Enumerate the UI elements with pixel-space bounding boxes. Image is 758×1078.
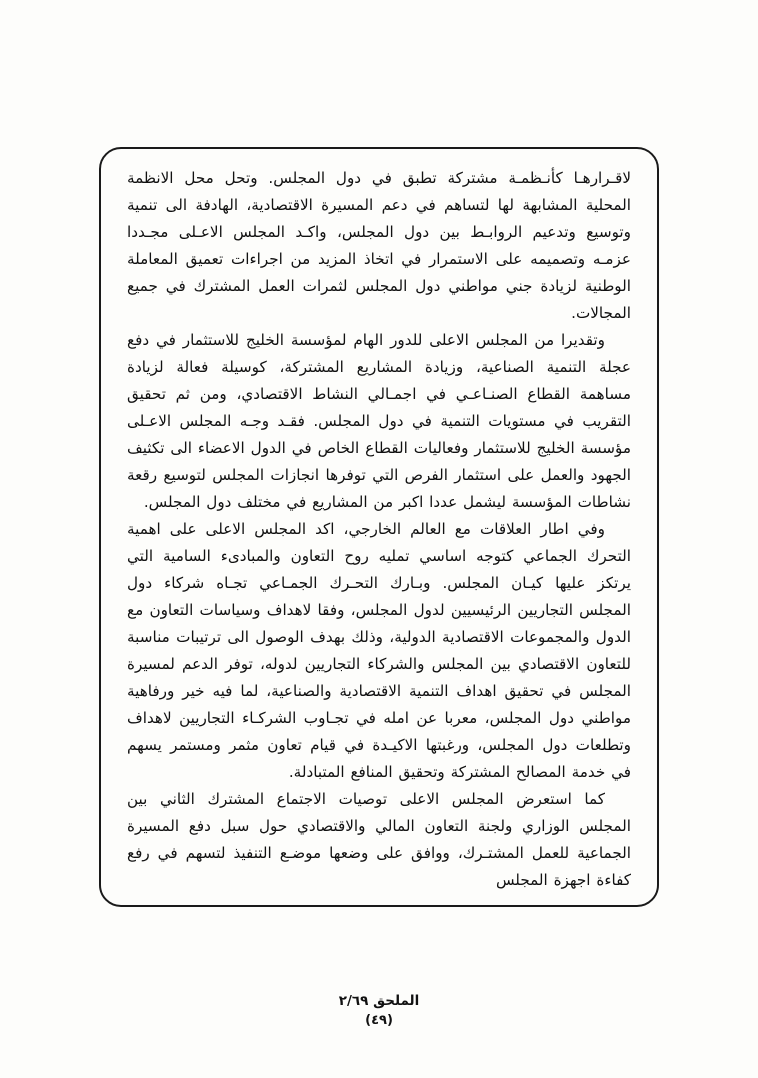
document-text-body [127, 165, 631, 894]
paragraph: لاقـرارهـا كأنـظمـة مشتركة تطبق في دول المجلس. وتحل محل الانظمة المحلية المشابهة لها لتساهم في دعم المسيرة الاقتصادية، الهادفة الى تنمية وتوسيع وتدعيم الروابـط بين دول المجلس، واكـد المجلس الاعـلى مجـددا عزمـه وتصميمه على الاستمرار في اتخاذ المزيد من اجراءات تعميق المعاملة الوطنية لزيادة جني مواطني دول المجلس لثمرات العمل المشترك في جميع المجالات. [127, 169, 631, 322]
footer-page-number: (٤٩) [365, 1013, 393, 1028]
paragraph: كما استعرض المجلس الاعلى توصيات الاجتماع المشترك الثاني بين المجلس الوزاري ولجنة التعاون المالي والاقتصادي حول سبل دفع المسيرة الجماعية للعمل المشتـرك، ووافق على وضعها موضـع التنفيذ لتسهم في رفع كفاءة اجهزة المجلس [127, 790, 631, 889]
paragraph: وتقديرا من المجلس الاعلى للدور الهام لمؤسسة الخليج للاستثمار في دفع عجلة التنمية الصناعية، وزيادة المشاريع المشتركة، كوسيلة فعالة لزيادة مساهمة القطاع الصنـاعـي في اجمـالي النشاط الاقتصادي، ومن ثم تحقيق التقريب في مستويات التنمية في دول المجلس. فقـد وجـه المجلس الاعـلى مؤسسة الخليج للاستثمار وفعاليات القطاع الخاص في الدول الاعضاء الى تكثيف الجهود والعمل على استثمار الفرص التي توفرها انجازات المجلس لتوسيع رقعة نشاطات المؤسسة ليشمل عددا اكبر من المشاريع في مختلف دول المجلس. [127, 331, 631, 511]
footer-annex-label: الملحق ٢/٦٩ [338, 993, 420, 1009]
bordered-text-frame [99, 147, 659, 907]
page-footer [0, 993, 758, 1028]
paragraph: وفي اطار العلاقات مع العالم الخارجي، اكد المجلس الاعلى على اهمية التحرك الجماعي كتوجه اساسي تمليه روح التعاون والمبادىء السامية التي يرتكز عليها كيـان المجلس. وبـارك التحـرك الجمـاعي تجـاه شركاء دول المجلس التجاريين الرئيسيين لدول المجلس، وفقا لاهداف وسياسات التعاون مع الدول والمجموعات الاقتصادية الدولية، وذلك بهدف الوصول الى ترتيبات مناسبة للتعاون الاقتصادي بين المجلس والشركاء التجاريين لدوله، توفر الدعم لمسيرة المجلس في تحقيق اهداف التنمية الاقتصادية والصناعية، لما فيه خير ورفاهية مواطني دول المجلس، معربا عن امله في تجـاوب الشركـاء التجاريين لاهداف وتطلعات دول المجلس، ورغبتها الاكيـدة في قيام تعاون مثمر ومستمر يسهم في خدمة المصالح المشتركة وتحقيق المنافع المتبادلة. [127, 520, 631, 781]
